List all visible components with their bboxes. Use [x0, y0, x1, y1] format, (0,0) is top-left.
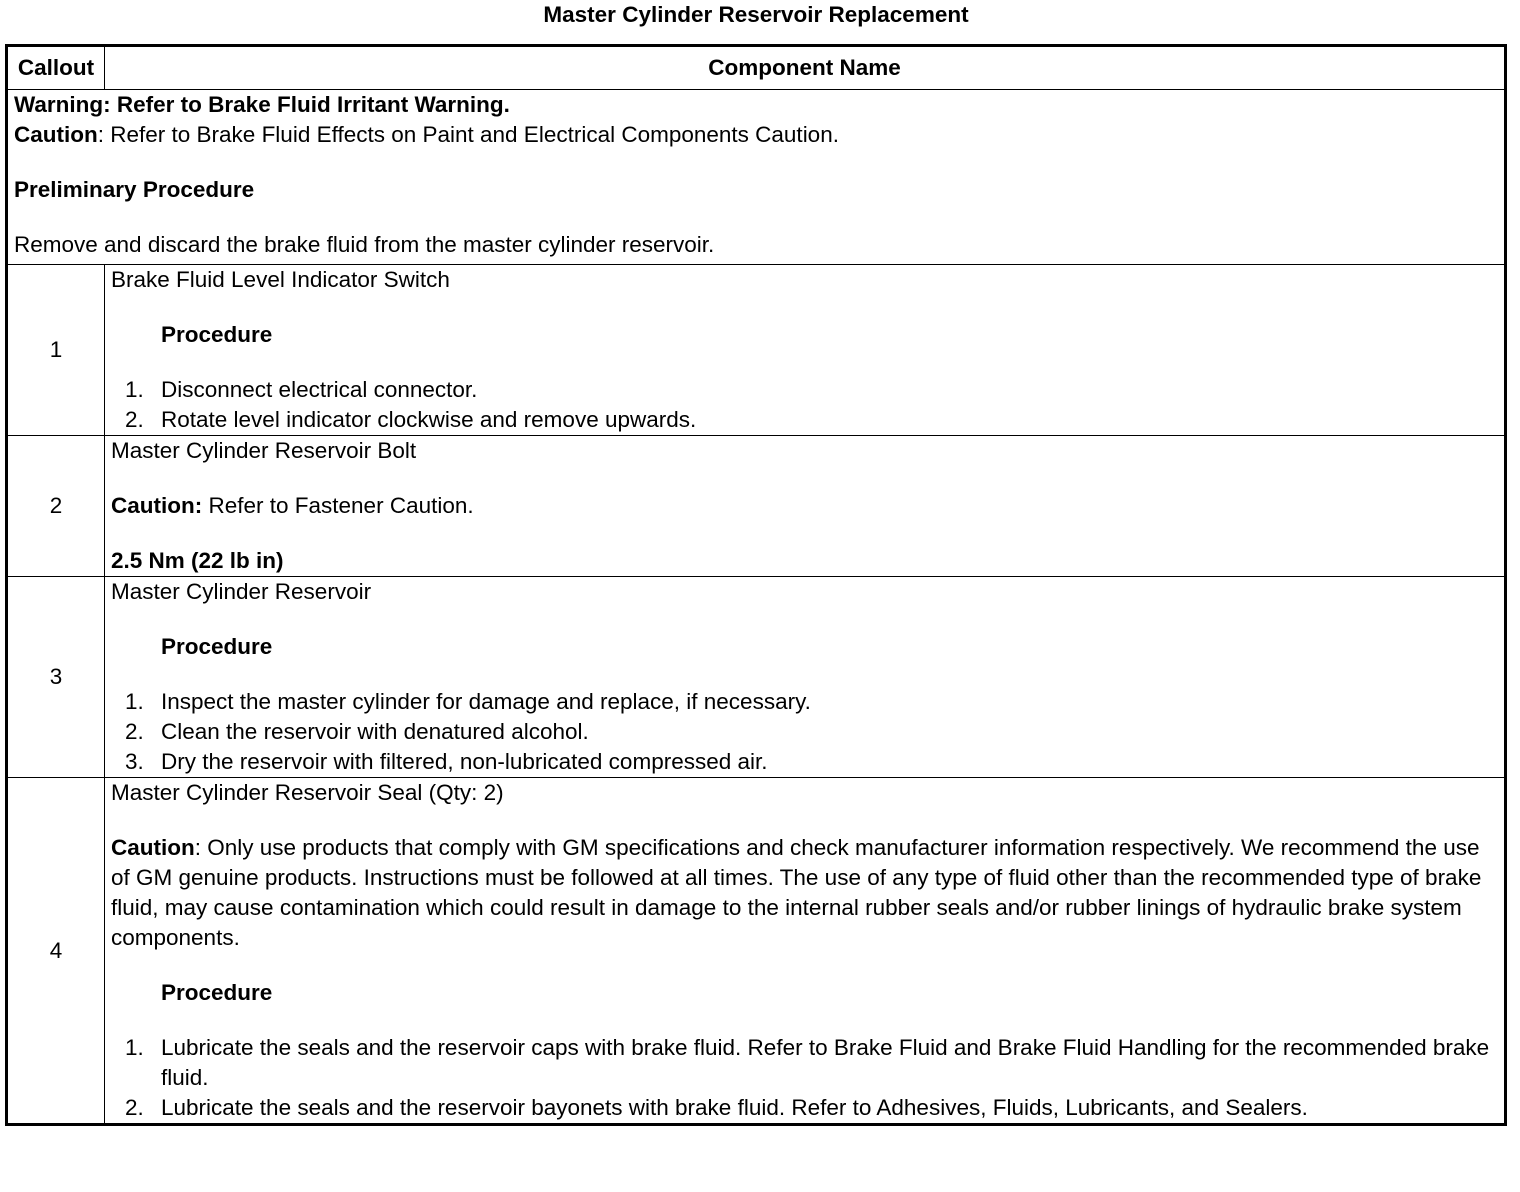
component-name: Master Cylinder Reservoir Seal (Qty: 2)	[111, 780, 504, 805]
component-caution	[111, 833, 1498, 953]
procedure-steps	[111, 1033, 1498, 1123]
procedure-steps	[111, 375, 1498, 435]
procedure-table	[5, 44, 1507, 1126]
component-cell	[105, 577, 1506, 778]
caution-label: Caution:	[111, 493, 203, 518]
component-cell	[105, 778, 1506, 1125]
table-row	[7, 577, 1506, 778]
component-caution	[111, 491, 1498, 521]
callout-number: 4	[7, 778, 105, 1125]
preliminary-cell	[7, 90, 1506, 265]
list-item: 1. Inspect the master cylinder for damage and replace, if necessary.	[125, 689, 811, 714]
component-cell	[105, 436, 1506, 577]
list-item: 1. Lubricate the seals and the reservoir caps with brake fluid. Refer to Brake Fluid and Brake Fluid Handling for the recommended brake fluid.	[125, 1035, 1490, 1090]
component-name: Brake Fluid Level Indicator Switch	[111, 267, 450, 292]
component-name: Master Cylinder Reservoir	[111, 579, 372, 604]
page-title: Master Cylinder Reservoir Replacement	[543, 2, 969, 27]
torque-spec: 2.5 Nm (22 lb in)	[111, 548, 284, 573]
preliminary-text: Remove and discard the brake fluid from the master cylinder reservoir.	[14, 232, 715, 257]
preliminary-row	[7, 90, 1506, 265]
warning-text: Warning: Refer to Brake Fluid Irritant Warning.	[14, 92, 510, 117]
list-item: 3. Dry the reservoir with filtered, non-lubricated compressed air.	[125, 749, 768, 774]
caution-text: : Refer to Brake Fluid Effects on Paint and Electrical Components Caution.	[97, 122, 839, 147]
procedure-label: Procedure	[161, 322, 273, 347]
component-name-header: Component Name	[105, 46, 1506, 90]
preliminary-caution	[14, 120, 1498, 150]
caution-label: Caution	[14, 122, 98, 147]
list-item: 2. Rotate level indicator clockwise and remove upwards.	[125, 407, 697, 432]
procedure-label: Procedure	[161, 634, 273, 659]
list-item: 2. Lubricate the seals and the reservoir bayonets with brake fluid. Refer to Adhesives, Fluids, Lubricants, and Sealers.	[125, 1095, 1308, 1120]
procedure-label: Procedure	[161, 980, 273, 1005]
list-item: 1. Disconnect electrical connector.	[125, 377, 478, 402]
callout-number: 3	[7, 577, 105, 778]
list-item: 2. Clean the reservoir with denatured alcohol.	[125, 719, 589, 744]
caution-label: Caution	[111, 835, 195, 860]
preliminary-heading: Preliminary Procedure	[14, 177, 255, 202]
procedure-steps	[111, 687, 1498, 777]
callout-number: 2	[7, 436, 105, 577]
caution-text: : Only use products that comply with GM specifications and check manufacturer information respectively. We recommend the use of GM genuine products. Instructions must be followed at all times. The use of any type of fluid other than the recommended type of brake fluid, may cause contamination which could result in damage to the internal rubber seals and/or rubber linings of hydraulic brake system components.	[111, 835, 1482, 950]
header-row	[7, 46, 1506, 90]
callout-header: Callout	[7, 46, 105, 90]
table-row	[7, 436, 1506, 577]
component-cell	[105, 265, 1506, 436]
table-row	[7, 778, 1506, 1125]
callout-number: 1	[7, 265, 105, 436]
table-row	[7, 265, 1506, 436]
component-name: Master Cylinder Reservoir Bolt	[111, 438, 417, 463]
caution-text: Refer to Fastener Caution.	[202, 493, 474, 518]
